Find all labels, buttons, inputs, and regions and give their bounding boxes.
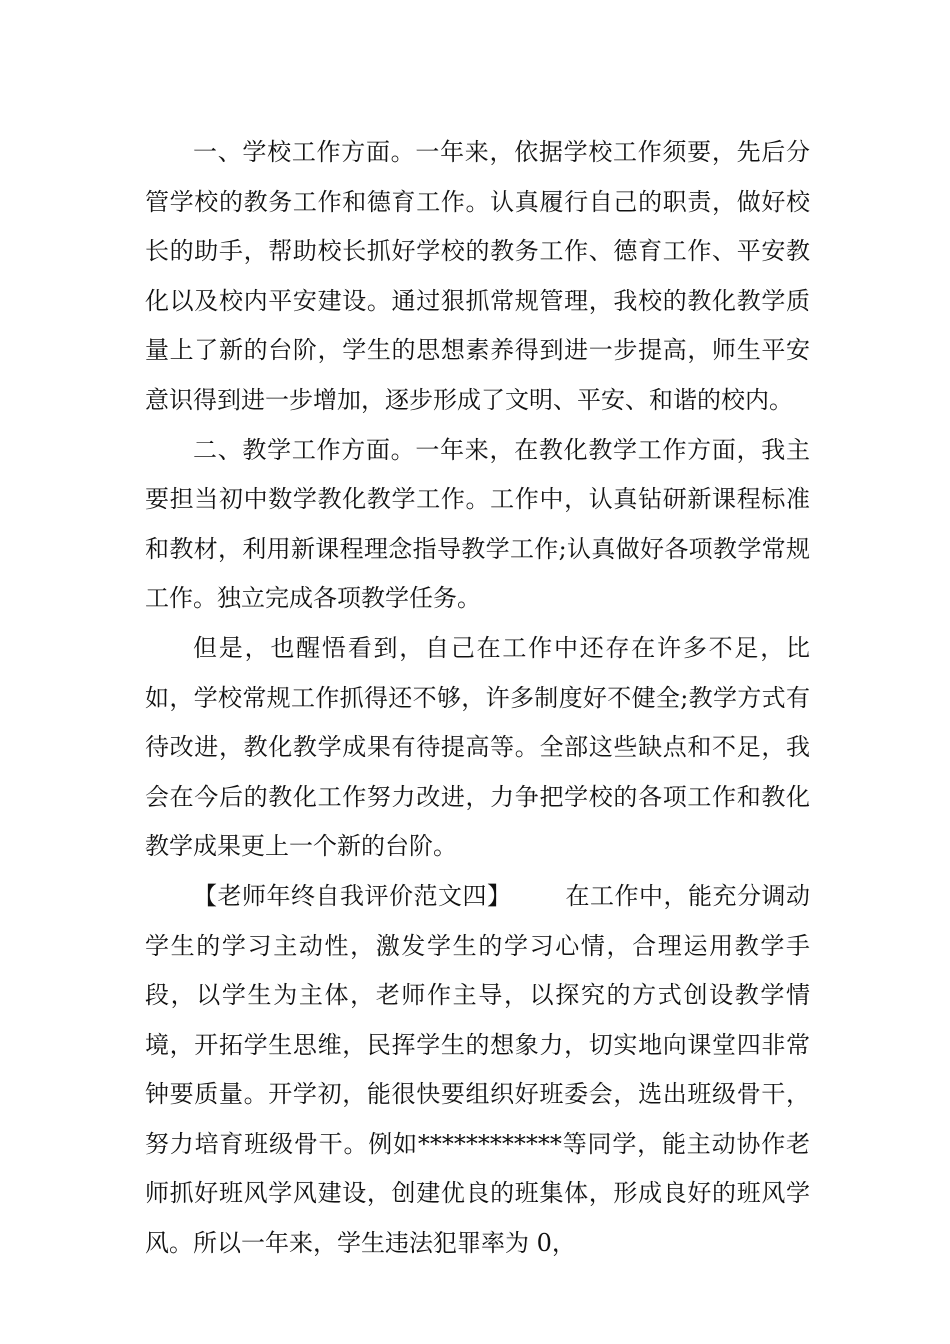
section-heading: 【老师年终自我评价范文四】 xyxy=(193,881,512,910)
document-body xyxy=(145,128,810,1269)
section-text: 在工作中，能充分调动学生的学习主动性，激发学生的学习心情，合理运用教学手段，以学生为主体，老师作主导，以探究的方式创设教学情境，开拓学生思维，民挥学生的想象力，切实地向课堂四非常钟要质量。开学初，能很快要组织好班委会，选出班级骨干，努力培育班级骨干。例如************等同学，能主动协作老师抓好班风学风建设，创建优良的班集体，形成良好的班风学风。所以一年来，学生违法犯罪率为 0， xyxy=(145,881,810,1258)
paragraph-section-four xyxy=(145,872,810,1269)
paragraph-shortcomings: 但是，也醒悟看到，自己在工作中还存在许多不足，比如，学校常规工作抓得还不够，许多制度好不健全;教学方式有待改进，教化教学成果有待提高等。全部这些缺点和不足，我会在今后的教化工作努力改进，力争把学校的各项工作和教化教学成果更上一个新的台阶。 xyxy=(145,633,810,861)
paragraph-teaching-work: 二、教学工作方面。一年来，在教化教学工作方面，我主要担当初中数学教化教学工作。工作中，认真钻研新课程标准和教材，利用新课程理念指导教学工作;认真做好各项教学常规工作。独立完成各项教学任务。 xyxy=(145,435,810,613)
paragraph-school-work: 一、学校工作方面。一年来，依据学校工作须要，先后分管学校的教务工作和德育工作。认真履行自己的职责，做好校长的助手，帮助校长抓好学校的教务工作、德育工作、平安教化以及校内平安建设。通过狠抓常规管理，我校的教化教学质量上了新的台阶，学生的思想素养得到进一步提高，师生平安意识得到进一步增加，逐步形成了文明、平安、和谐的校内。 xyxy=(145,138,810,414)
